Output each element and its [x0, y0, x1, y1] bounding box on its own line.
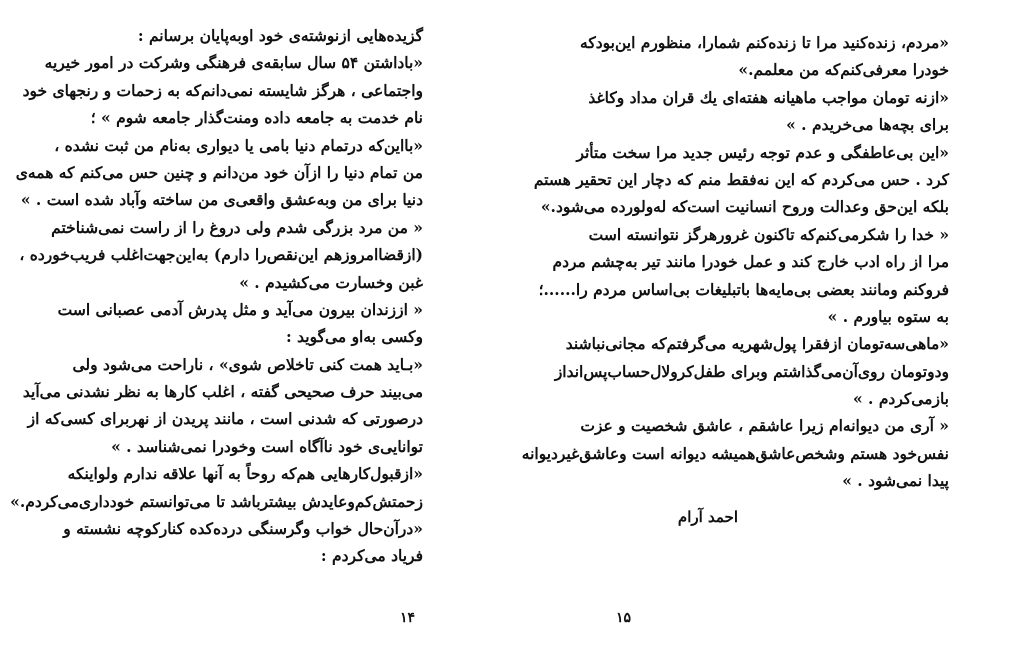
text-line: «باداشتن ۵۴ سال سابقه‌ی فرهنگی وشرکت در امور خیریه: [44, 53, 423, 73]
text-line: «این بی‌عاطفگی و عدم توجه رئیس جدید مرا سخت متأثر: [576, 142, 949, 162]
text-line: ودوتومان روی‌آن‌می‌گذاشتم وبرای طفل‌کرولال‌حساب‌پس‌انداز: [554, 361, 949, 381]
text-line: نفس‌خود هستم وشخص‌عاشق‌همیشه دیوانه است وعاشق‌غیردیوانه: [521, 443, 949, 463]
text-line: فریاد می‌کردم :: [320, 546, 423, 566]
text-line: «ازقبول‌کارهایی هم‌که روحاً به آنها علاقه ندارم ولواینکه: [67, 464, 423, 484]
text-line: «ازنه تومان مواجب ماهیانه هفته‌ای یك قران مداد وکاغذ: [588, 87, 949, 107]
text-line: خودرا معرفی‌کنم‌که من معلمم.»: [738, 60, 949, 80]
text-line: کرد . حس می‌کردم که این نه‌فقط منم که دچار این تحقیر هستم: [533, 169, 949, 189]
author-signature: احمد آرام: [677, 508, 738, 526]
text-line: «درآن‌حال خواب وگرسنگی درده‌کده کنارکوچه نشسته و: [63, 519, 423, 539]
text-line: درصورتی که شدنی است ، مانند پریدن از نهربرای کسی‌که از: [27, 409, 423, 429]
text-line: « من مرد بزرگی شدم ولی دروغ را از راست نمی‌شناختم: [51, 217, 423, 237]
text-line: « خدا را شکرمی‌کنم‌که تاکنون غرورهرگز نتوانسته است: [588, 224, 949, 244]
text-line: می‌بیند حرف صحیحی گفته ، اغلب کارها به نظر نشدنی می‌آید: [22, 382, 423, 402]
text-line: «مردم، زنده‌کنید مرا تا زنده‌کنم شمارا، منظورم این‌بودکه: [580, 33, 949, 52]
text-line: (ازقضاامروزهم این‌نقص‌را دارم) به‌این‌جهت‌اغلب فریب‌خورده ،: [19, 245, 423, 265]
text-line: واجتماعی ، هرگز شایسته نمی‌دانم‌که به زحمات و رنجهای خود: [22, 80, 423, 100]
page-number: ۱۵: [616, 610, 632, 626]
left-page-text: [10, 22, 423, 570]
text-line: مرا از راه ادب خارج کند و عمل خودرا مانند تیر به‌چشم مردم: [552, 252, 949, 272]
text-line: بلکه این‌حق وعدالت وروح انسانیت است‌که له‌ولورده می‌شود.»: [540, 197, 949, 217]
right-page-text: [521, 29, 949, 495]
text-line: « اززندان بیرون می‌آید و مثل پدرش آدمی عصبانی است: [57, 299, 423, 319]
text-line: توانایی‌ی خود ناآگاه است وخودرا نمی‌شناسد . »: [111, 436, 423, 456]
text-line: « آری من دیوانه‌ام زیرا عاشقم ، عاشق شخصیت و عزت: [580, 416, 949, 436]
text-line: وکسی به‌او می‌گوید :: [286, 327, 423, 347]
text-line: «ماهی‌سه‌تومان ازفقرا پول‌شهریه می‌گرفتم‌که مجانی‌نباشند: [565, 334, 949, 354]
text-line: بازمی‌کردم . »: [852, 389, 949, 409]
text-line: «بااین‌که درتمام دنیا بامی یا دیواری به‌نام من ثبت نشده ،: [54, 135, 423, 155]
text-line: غبن وخسارت می‌کشیدم . »: [239, 272, 423, 292]
text-line: نام خدمت به جامعه داده ومنت‌گذار جامعه شوم » ؛: [90, 108, 423, 128]
page-number: ۱۴: [400, 610, 416, 626]
text-line: برای بچه‌ها می‌خریدم . »: [786, 115, 949, 135]
right-page: [513, 0, 1026, 662]
text-line: دنیا برای من وبه‌عشق واقعی‌ی من ساخته وآباد شده است . »: [20, 190, 423, 210]
text-line: «بـاید همت کنی تاخلاص شوی» ، ناراحت می‌شود ولی: [72, 354, 423, 374]
text-line: پیدا نمی‌شود . »: [842, 471, 949, 491]
text-line: من تمام دنیا را ازآن خود من‌دانم و چنین حس می‌کنم که همه‌ی: [15, 162, 423, 182]
text-line: به ستوه بیاورم . »: [827, 306, 949, 326]
text-line: گزیده‌هایی ازنوشته‌ی خود اوبه‌پایان برسانم :: [137, 26, 423, 45]
text-line: زحمتش‌کم‌وعایدش بیشترباشد تا می‌توانستم خودداری‌می‌کردم.»: [10, 491, 423, 511]
text-line: فروکنم ومانند بعضی بی‌مایه‌ها باتبلیغات بی‌اساس مردم را......؛: [538, 279, 949, 299]
